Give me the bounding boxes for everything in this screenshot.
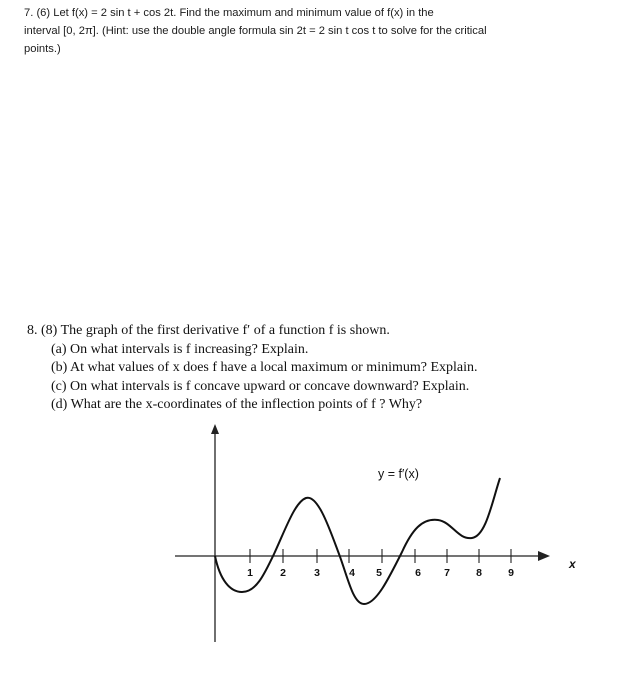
problem-8-intro: 8. (8) The graph of the first derivative f′ of a function f is shown. — [27, 323, 390, 338]
tick-label-8: 8 — [476, 567, 482, 579]
tick-label-4: 4 — [349, 567, 355, 579]
tick-label-2: 2 — [280, 567, 286, 579]
problem-8 — [27, 322, 587, 415]
x-axis-label: x — [569, 557, 576, 571]
x-axis-arrowhead — [538, 551, 550, 561]
problem-7-line-3: points.) — [24, 43, 61, 55]
question-a: (a) On what intervals is f increasing? Explain. — [51, 341, 309, 357]
problem-7-line-1: 7. (6) Let f(x) = 2 sin t + cos 2t. Find the maximum and minimum value of f(x) in the — [24, 7, 434, 19]
problem-7 — [24, 4, 584, 58]
tick-label-1: 1 — [247, 567, 253, 579]
derivative-graph — [160, 420, 590, 650]
tick-label-3: 3 — [314, 567, 320, 579]
question-b: (b) At what values of x does f have a local maximum or minimum? Explain. — [51, 360, 478, 375]
tick-label-5: 5 — [376, 567, 382, 579]
tick-label-6: 6 — [415, 567, 421, 579]
problem-7-line-2: interval [0, 2π]. (Hint: use the double angle formula sin 2t = 2 sin t cos t to solve for the critical — [24, 25, 487, 37]
derivative-curve — [215, 478, 500, 604]
question-d: (d) What are the x-coordinates of the inflection points of f ? Why? — [51, 397, 423, 412]
tick-label-7: 7 — [444, 567, 450, 579]
tick-label-9: 9 — [508, 567, 514, 579]
y-axis-arrowhead — [211, 424, 219, 434]
curve-label: y = f′(x) — [378, 467, 419, 481]
question-c: (c) On what intervals is f concave upward or concave downward? Explain. — [51, 378, 470, 394]
